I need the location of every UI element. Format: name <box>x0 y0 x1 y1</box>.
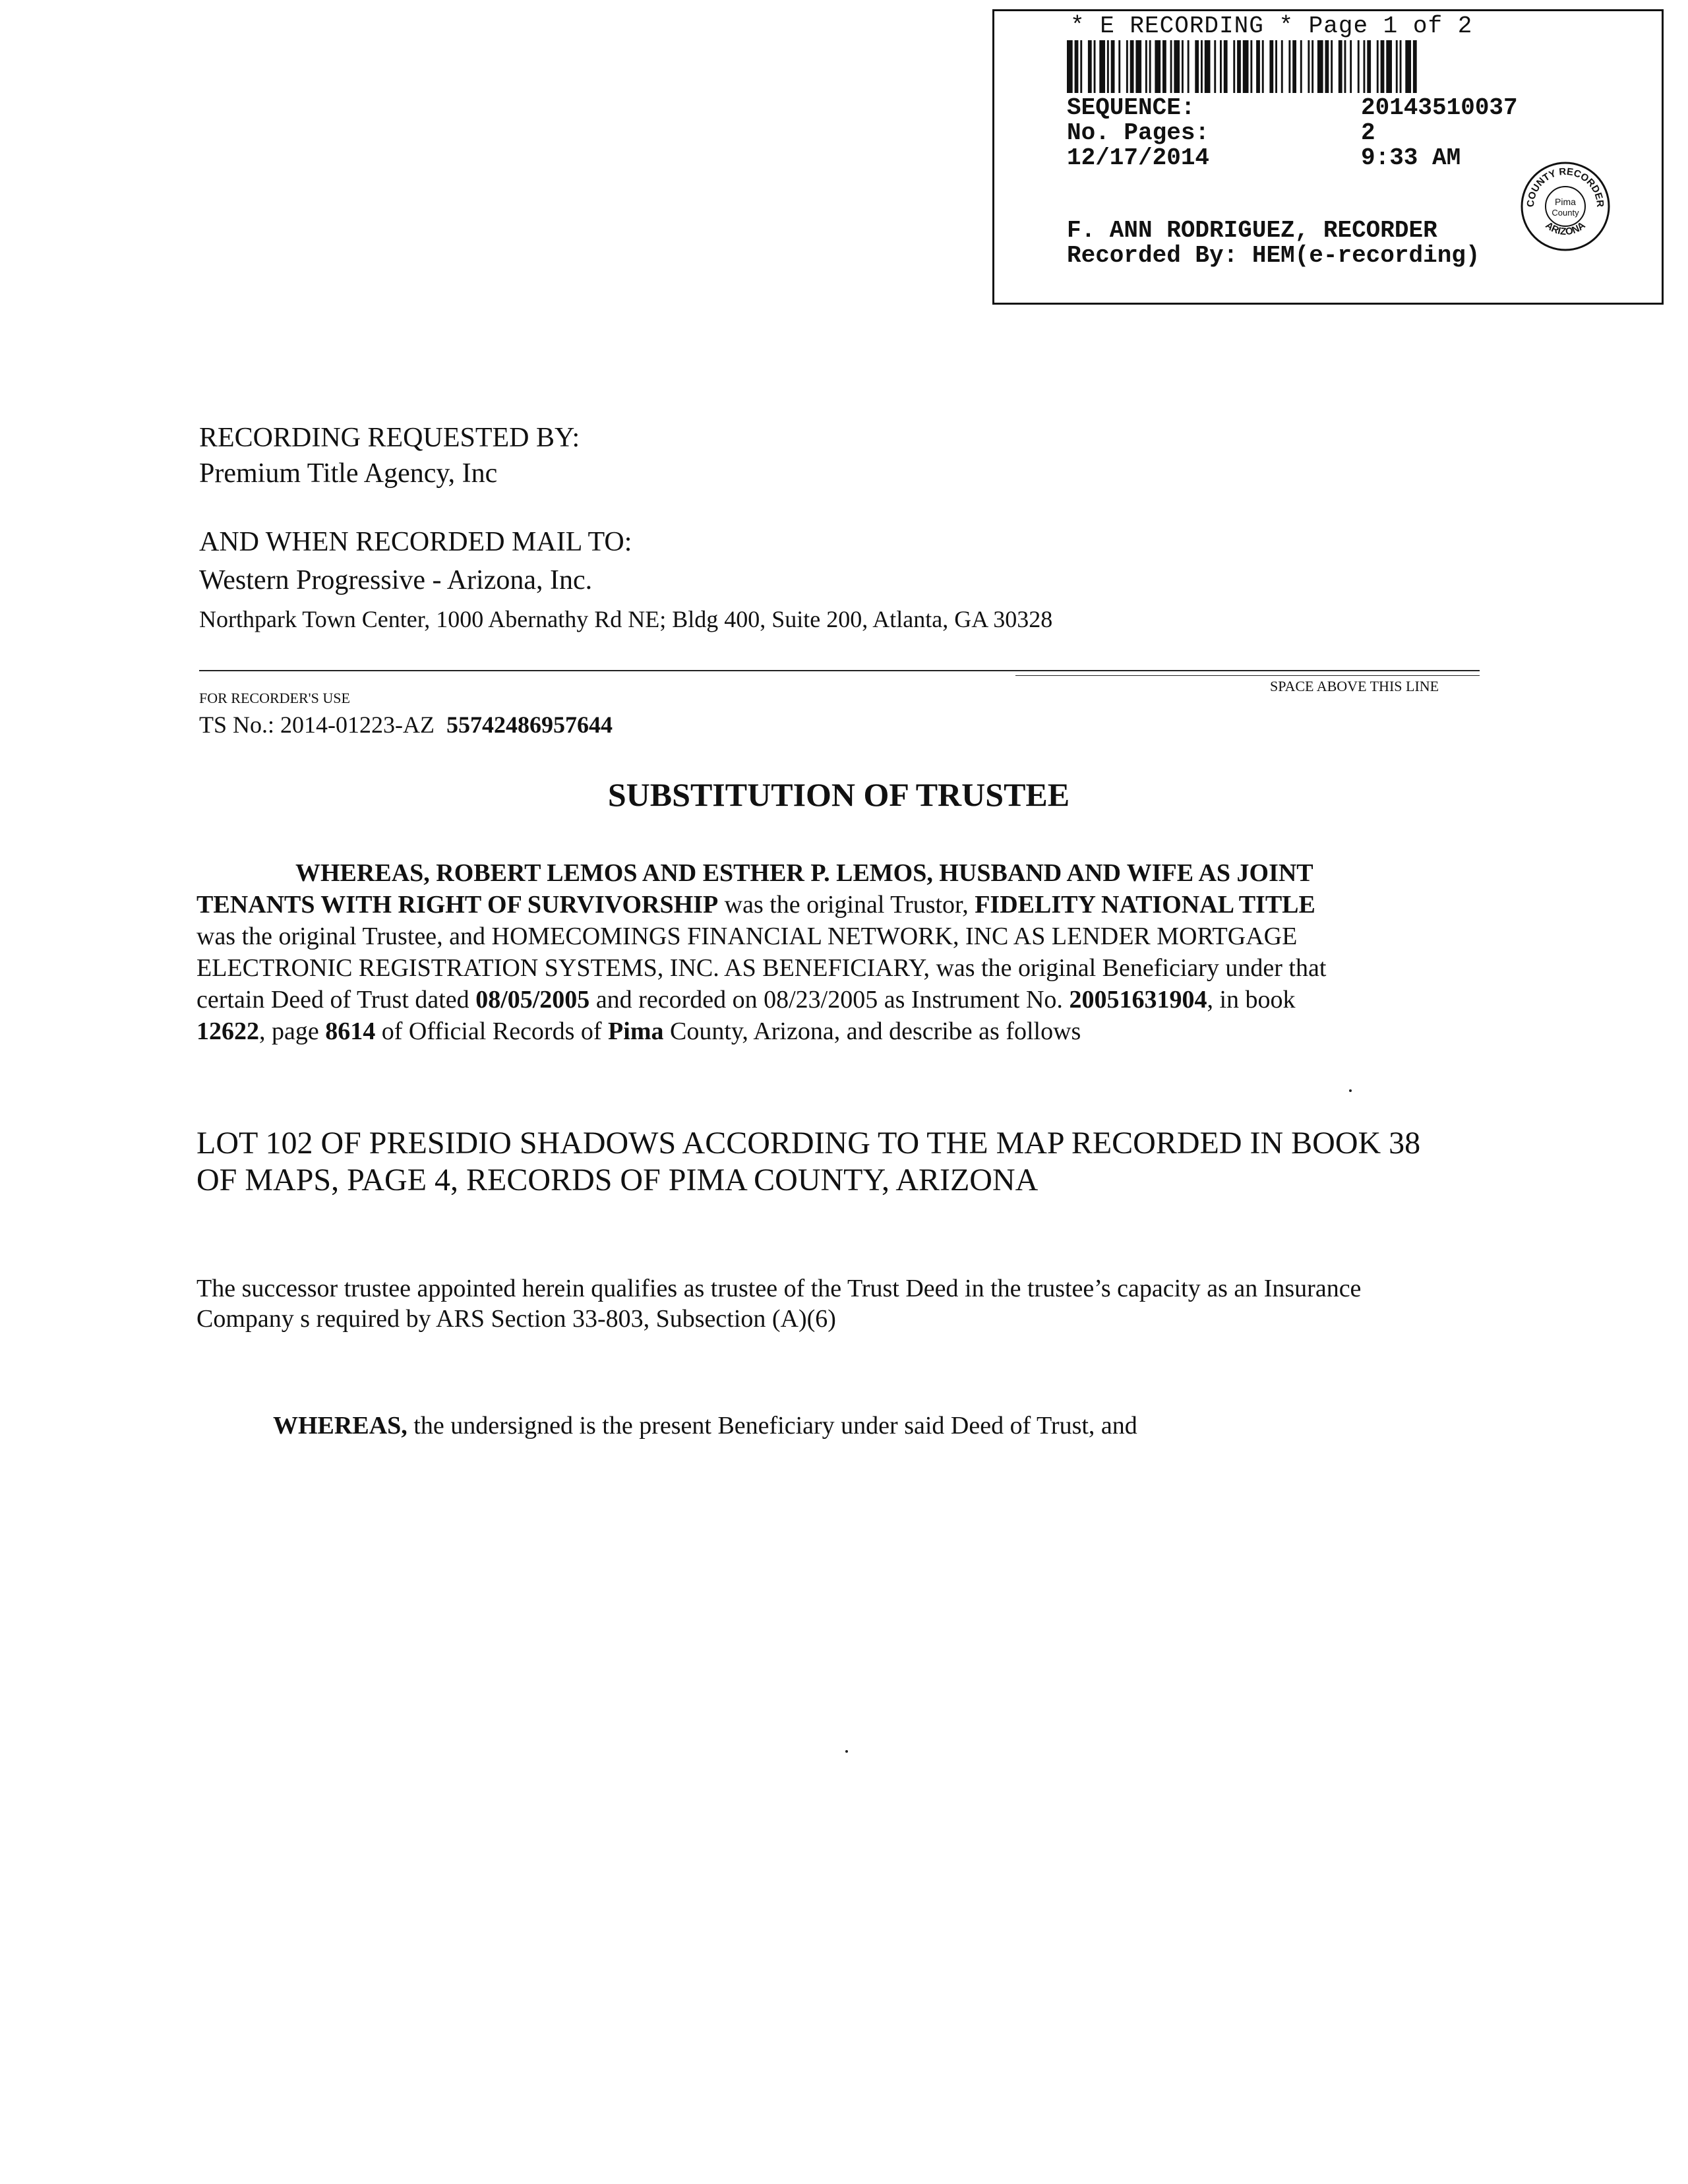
stamp-date: 12/17/2014 <box>1067 144 1210 171</box>
recorder-space-rule <box>199 670 1480 671</box>
legal-description-line-1: LOT 102 OF PRESIDIO SHADOWS ACCORDING TO THE MAP RECORDED IN BOOK 38 <box>196 1126 1421 1161</box>
whereas-beneficiary-text: the undersigned is the present Beneficiary under said Deed of Trust, and <box>407 1412 1137 1440</box>
page-text: , page <box>259 1017 326 1045</box>
whereas-line-3: was the original Trustee, and HOMECOMINGS FINANCIAL NETWORK, INC AS LENDER MORTGAGE <box>196 923 1298 950</box>
seal-bottom-text: ARIZONA <box>1543 220 1588 238</box>
trustor-names: TENANTS WITH RIGHT OF SURVIVORSHIP <box>196 891 719 919</box>
whereas-line-2 <box>196 890 1315 919</box>
sequence-value: 20143510037 <box>1361 94 1518 121</box>
book-number: 12622 <box>196 1017 259 1045</box>
trustor-text: was the original Trustor, <box>718 891 975 919</box>
seal-center-2: County <box>1552 208 1579 218</box>
recorder-name: F. ANN RODRIGUEZ, RECORDER <box>1067 217 1437 244</box>
ts-number <box>199 711 613 739</box>
instrument-number: 20051631904 <box>1069 986 1207 1014</box>
recorded-text: and recorded on 08/23/2005 as Instrument No. <box>589 986 1070 1014</box>
original-trustee: FIDELITY NATIONAL TITLE <box>975 891 1315 919</box>
successor-line-2: Company s required by ARS Section 33-803, Subsection (A)(6) <box>196 1305 836 1333</box>
whereas-beneficiary <box>273 1411 1137 1440</box>
book-text: , in book <box>1207 986 1296 1014</box>
whereas-line-5 <box>196 985 1296 1014</box>
stamp-time: 9:33 AM <box>1361 144 1461 171</box>
ts-loan-number: 55742486957644 <box>446 712 613 738</box>
pages-value: 2 <box>1361 119 1375 146</box>
space-above-line: SPACE ABOVE THIS LINE <box>1270 678 1439 694</box>
whereas-line-6 <box>196 1017 1081 1046</box>
mail-to-address: Northpark Town Center, 1000 Abernathy Rd NE; Bldg 400, Suite 200, Atlanta, GA 30328 <box>199 606 1053 632</box>
seal-top-text: COUNTY RECORDER <box>1524 166 1606 208</box>
seal-center-1: Pima <box>1555 197 1576 207</box>
pages-label: No. Pages: <box>1067 119 1210 146</box>
deed-text: certain Deed of Trust dated <box>196 986 476 1014</box>
requested-by-label: RECORDING REQUESTED BY: <box>199 423 580 453</box>
stray-mark-2 <box>845 1750 848 1753</box>
recorder-space-rule-short <box>1015 675 1480 676</box>
document-title: SUBSTITUTION OF TRUSTEE <box>607 776 1070 813</box>
recorders-use: FOR RECORDER'S USE <box>199 690 350 706</box>
describe-text: County, Arizona, and describe as follows <box>663 1017 1081 1045</box>
county-name: Pima <box>608 1017 664 1045</box>
deed-date: 08/05/2005 <box>475 986 590 1014</box>
stray-mark <box>1349 1089 1352 1092</box>
legal-description-line-2: OF MAPS, PAGE 4, RECORDS OF PIMA COUNTY, ARIZONA <box>196 1163 1039 1198</box>
page-number: 8614 <box>325 1017 376 1045</box>
ts-label: TS No.: 2014-01223-AZ <box>199 712 435 738</box>
mail-to-name: Western Progressive - Arizona, Inc. <box>199 565 593 595</box>
whereas-line-4: ELECTRONIC REGISTRATION SYSTEMS, INC. AS BENEFICIARY, was the original Beneficiary under that <box>196 954 1327 982</box>
recording-stamp <box>992 9 1664 305</box>
county-seal <box>1519 160 1612 253</box>
successor-line-1: The successor trustee appointed herein qualifies as trustee of the Trust Deed in the trustee’s capacity as an Insurance <box>196 1275 1362 1302</box>
sequence-label: SEQUENCE: <box>1067 94 1195 121</box>
records-text: of Official Records of <box>375 1017 609 1045</box>
requested-by: Premium Title Agency, Inc <box>199 458 498 489</box>
barcode <box>1067 40 1627 93</box>
whereas-keyword: WHEREAS, <box>273 1412 407 1440</box>
whereas-line-1: WHEREAS, ROBERT LEMOS AND ESTHER P. LEMOS, HUSBAND AND WIFE AS JOINT <box>295 859 1313 887</box>
recorded-by: Recorded By: HEM(e-recording) <box>1067 242 1480 269</box>
stamp-header: * E RECORDING * Page 1 of 2 <box>1070 13 1473 40</box>
mail-to-label: AND WHEN RECORDED MAIL TO: <box>199 527 632 557</box>
